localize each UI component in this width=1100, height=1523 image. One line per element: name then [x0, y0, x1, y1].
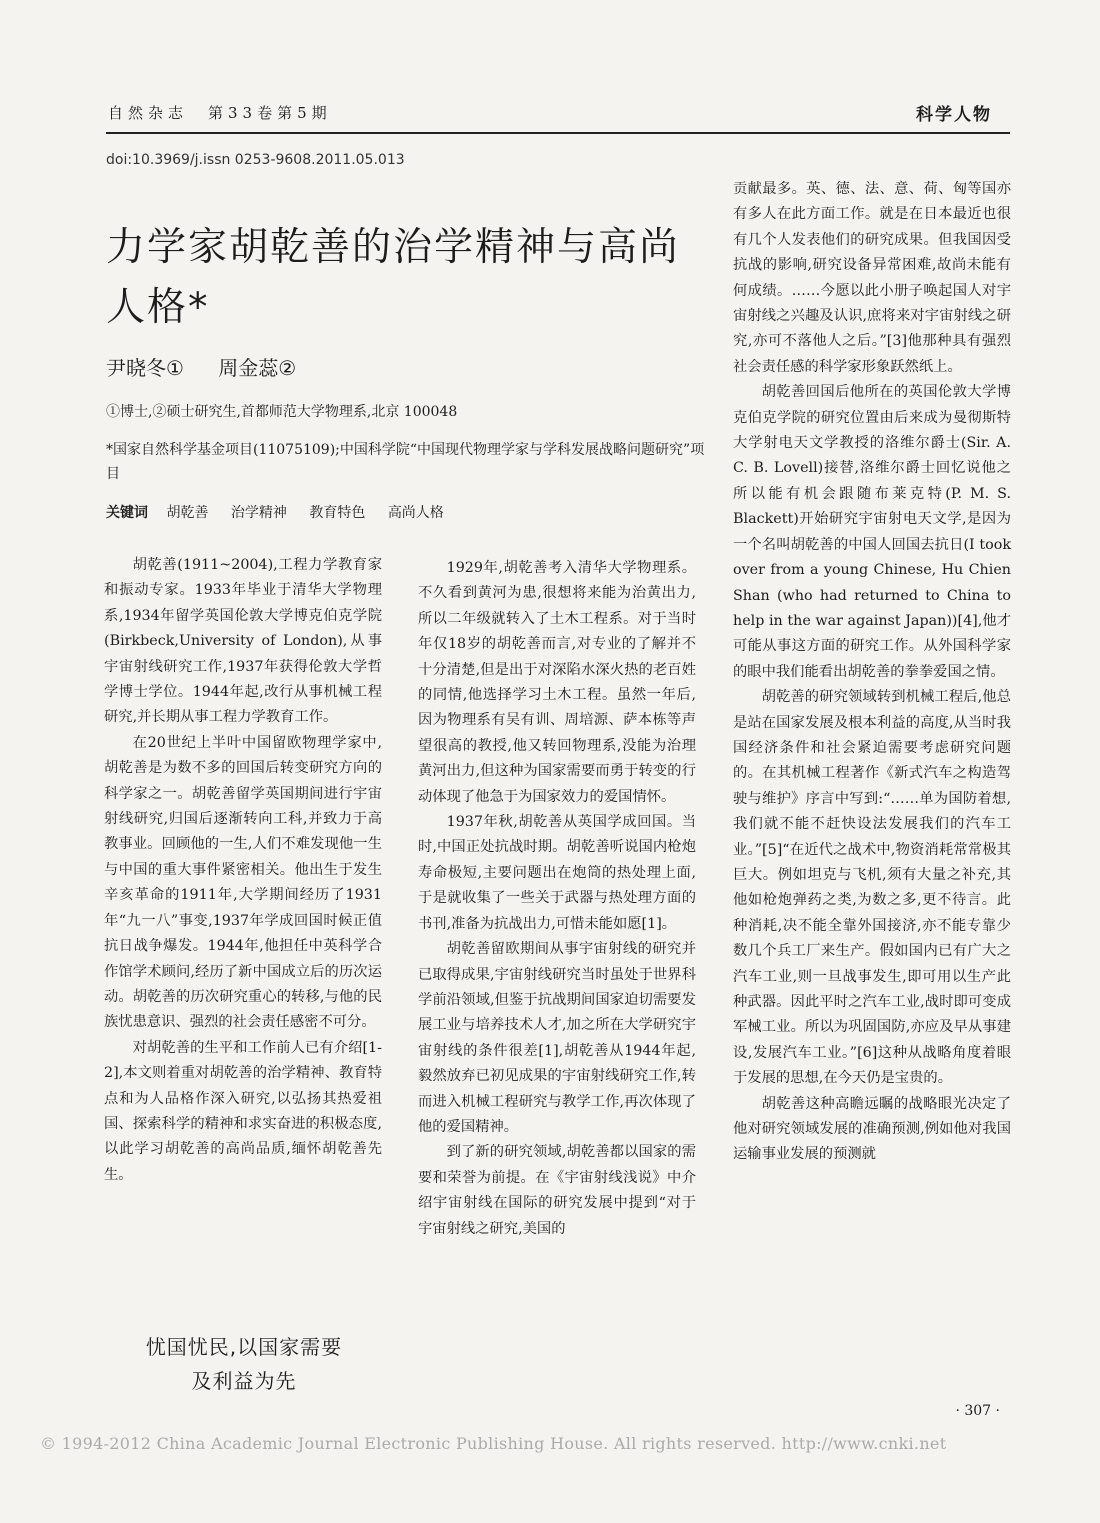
section-label: 科学人物	[916, 105, 992, 125]
copyright-footer: © 1994-2012 China Academic Journal Electronic Publishing House. All rights reserved. http://www.cnki.net	[40, 1434, 947, 1453]
body-column-3	[733, 177, 1011, 1168]
keyword: 高尚人格	[387, 505, 444, 521]
header-rule	[106, 132, 1010, 134]
paragraph: 胡乾善的研究领域转到机械工程后,他总是站在国家发展及根本利益的高度,从当时我国经济条件和社会紧迫需要考虑研究问题的。在其机械工程著作《新式汽车之构造驾驶与维护》序言中写到:“……单为国防着想,我们就不能不赶快设法发展我们的汽车工业。”[5]“在近代之战术中,物资消耗常常极其巨大。例如坦克与飞机,须有大量之补充,其他如枪炮弹药之类,为数之多,更不待言。此种消耗,决不能全靠外国接济,亦不能专靠少数几个兵工厂来生产。假如国内已有广大之汽车工业,则一旦战事发生,即可用以生产此种武器。因此平时之汽车工业,战时即可变成军械工业。所以为巩固国防,亦应及早从事建设,发展汽车工业。”[6]这种从战略角度着眼于发展的思想,在今天仍是宝贵的。	[733, 689, 1011, 1087]
journal-issue: 自然杂志 第33卷第5期	[108, 104, 332, 122]
keyword: 教育特色	[309, 505, 366, 521]
keywords-label: 关键词	[106, 505, 148, 521]
paragraph: 胡乾善回国后他所在的英国伦敦大学博克伯克学院的研究位置由后来成为曼彻斯特大学射电天文学教授的洛维尔爵士(Sir. A. C. B. Lovell)接替,洛维尔爵士回忆说他之所以能有机会跟随布莱克特(P. M. S. Blackett)开始研究宇宙射电天文学,是因为一个名叫胡乾善的中国人回国去抗日(I took over from a young Chinese, Hu Chien Shan (who had returned to China to help in the war against Japan))[4],他才可能从事这方面的研究工作。从外国科学家的眼中我们能看出胡乾善的拳拳爱国之情。	[733, 384, 1011, 680]
section-heading	[104, 1330, 384, 1398]
author-name: 周金蕊②	[218, 356, 297, 380]
keywords	[106, 502, 462, 522]
section-heading-line: 及利益为先	[191, 1369, 297, 1393]
keyword: 治学精神	[230, 505, 287, 521]
keyword: 胡乾善	[166, 505, 209, 521]
doi-line: doi:10.3969/j.issn 0253-9608.2011.05.013	[106, 152, 405, 168]
paragraph: 胡乾善这种高瞻远瞩的战略眼光决定了他对研究领域发展的准确预测,例如他对我国运输事业发展的预测就	[733, 1095, 1011, 1163]
paragraph: 1937年秋,胡乾善从英国学成回国。当时,中国正处抗战时期。胡乾善听说国内枪炮寿命极短,主要问题出在炮筒的热处理上面,于是就收集了一些关于武器与热处理方面的书刊,准备为抗战出力,可惜未能如愿[1]。	[418, 814, 696, 932]
paragraph: 1929年,胡乾善考入清华大学物理系。不久看到黄河为患,很想将来能为治黄出力,所以二年级就转入了土木工程系。对于当时年仅18岁的胡乾善而言,对专业的了解并不十分清楚,但是出于对深陷水深火热的老百姓的同情,他选择学习土木工程。虽然一年后,因为物理系有吴有训、周培源、萨本栋等声望很高的教授,他又转回物理系,没能为治理黄河出力,但这种为国家需要而勇于转变的行动体现了他急于为国家效力的爱国情怀。	[418, 560, 696, 805]
article-title: 力学家胡乾善的治学精神与高尚人格*	[106, 225, 681, 330]
paragraph: 在20世纪上半叶中国留欧物理学家中,胡乾善是为数不多的回国后转变研究方向的科学家之一。胡乾善留学英国期间进行宇宙射线研究,归国后逐渐转向工科,并致力于高教事业。回顾他的一生,人们不难发现他一生与中国的重大事件紧密相关。他出生于发生辛亥革命的1911年,大学期间经历了1931年“九一八”事变,1937年学成回国时候正值抗日战争爆发。1944年,他担任中英科学合作馆学术顾问,经历了新中国成立后的历次运动。胡乾善的历次研究重心的转移,与他的民族忧患意识、强烈的社会责任感密不可分。	[104, 734, 382, 1031]
paragraph: 贡献最多。英、德、法、意、荷、匈等国亦有多人在此方面工作。就是在日本最近也很有几个人发表他们的研究成果。但我国因受抗战的影响,研究设备异常困难,故尚未能有何成绩。……今愿以此小册子唤起国人对宇宙射线之兴趣及认识,庶将来对宇宙射线之研究,亦可不落他人之后。”[3]他那种具有强烈社会责任感的科学家形象跃然纸上。	[733, 181, 1011, 375]
paragraph: 到了新的研究领域,胡乾善都以国家的需要和荣誉为前提。在《宇宙射线浅说》中介绍宇宙射线在国际的研究发展中提到“对于宇宙射线之研究,美国的	[418, 1144, 696, 1237]
paragraph: 对胡乾善的生平和工作前人已有介绍[1-2],本文则着重对胡乾善的治学精神、教育特点和为人品格作深入研究,以弘扬其热爱祖国、探索科学的精神和求实奋进的积极态度,以此学习胡乾善的高尚品质,缅怀胡乾善先生。	[104, 1039, 382, 1183]
author-list	[106, 352, 324, 381]
affiliation: ①博士,②硕士研究生,首都师范大学物理系,北京 100048	[106, 404, 458, 420]
paragraph: 胡乾善(1911~2004),工程力学教育家和振动专家。1933年毕业于清华大学物理系,1934年留学英国伦敦大学博克伯克学院(Birkbeck,University of London),从事宇宙射线研究工作,1937年获得伦敦大学哲学博士学位。1944年起,改行从事机械工程研究,并长期从事工程力学教育工作。	[104, 557, 382, 726]
funding-note: *国家自然科学基金项目(11075109);中国科学院“中国现代物理学家与学科发展战略问题研究”项目	[106, 442, 705, 482]
author-name: 尹晓冬①	[106, 356, 184, 380]
section-heading-line: 忧国忧民,以国家需要	[145, 1335, 343, 1359]
body-column-2	[418, 556, 696, 1242]
body-column-1	[104, 553, 382, 1188]
paragraph: 胡乾善留欧期间从事宇宙射线的研究并已取得成果,宇宙射线研究当时虽处于世界科学前沿领域,但鉴于抗战期间国家迫切需要发展工业与培养技术人才,加之所在大学研究宇宙射线的条件很差[1],胡乾善从1944年起,毅然放弃已初见成果的宇宙射线研究工作,转而进入机械工程研究与教学工作,再次体现了他的爱国精神。	[418, 941, 696, 1135]
page-number: · 307 ·	[955, 1403, 1000, 1419]
